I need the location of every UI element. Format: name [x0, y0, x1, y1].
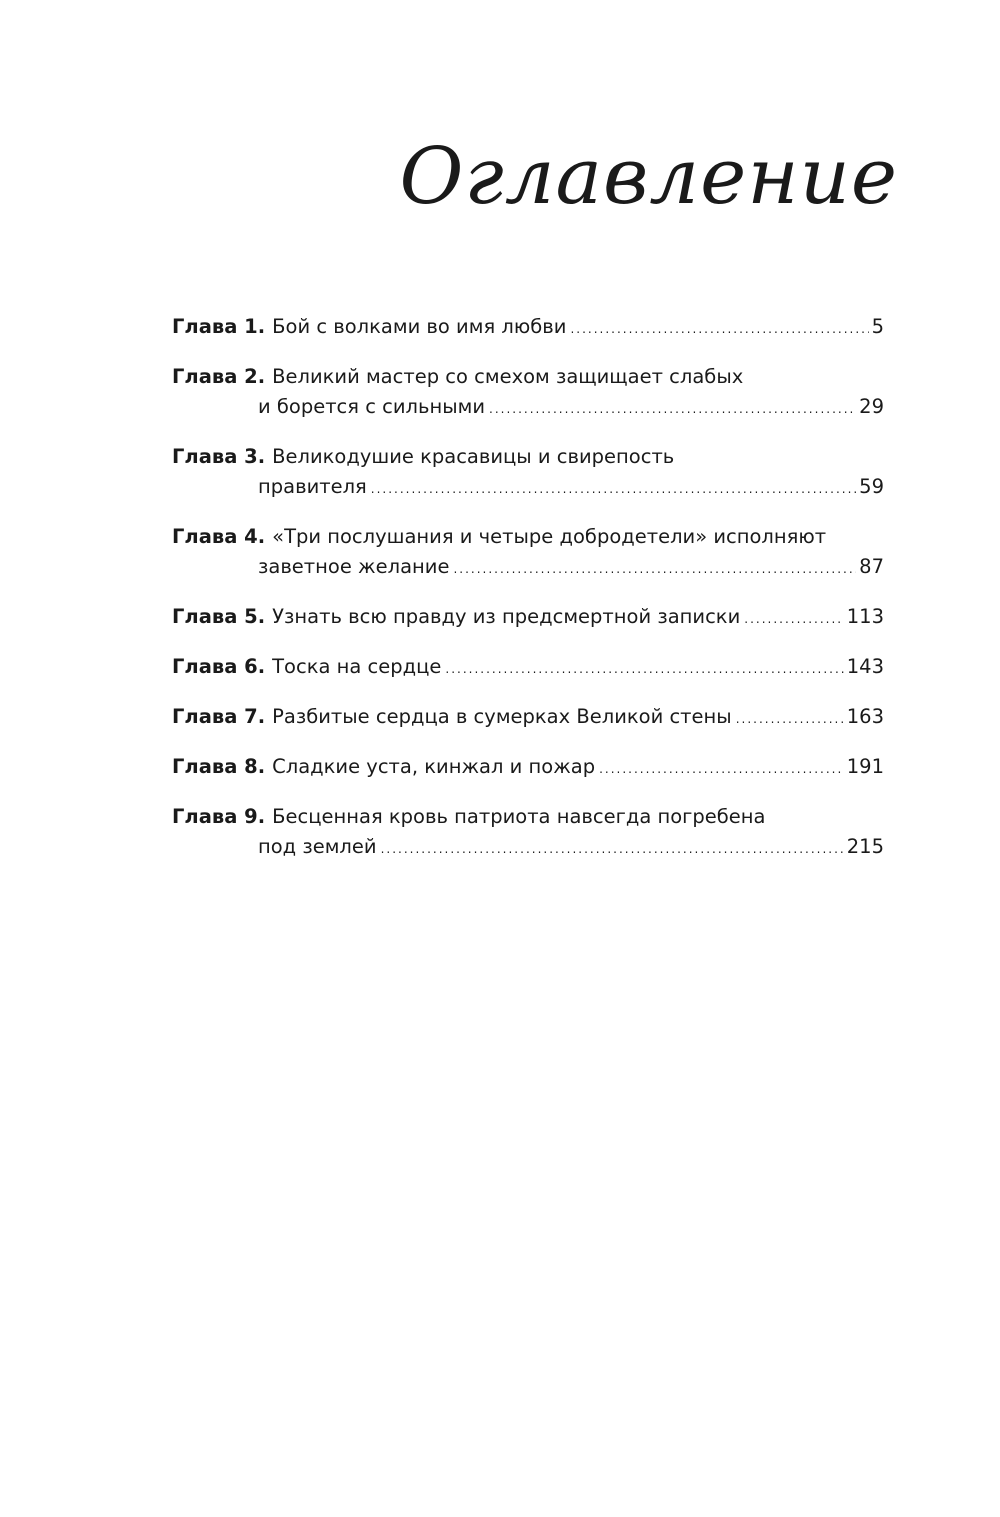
page-number: 87: [859, 555, 884, 578]
toc-entry-4[interactable]: [172, 522, 884, 582]
chapter-label: Глава 1.: [172, 315, 266, 338]
chapter-title-continued: под землей: [258, 835, 377, 858]
toc-entry-5[interactable]: [172, 602, 884, 632]
chapter-label: Глава 3.: [172, 445, 266, 468]
chapter-title: Сладкие уста, кинжал и пожар: [272, 755, 596, 778]
chapter-label: Глава 4.: [172, 525, 266, 548]
chapter-title-continued: и борется с сильными: [258, 395, 486, 418]
page-title: Оглавление: [399, 132, 898, 222]
chapter-title: Великодушие красавицы и свирепость: [272, 445, 675, 468]
chapter-label: Глава 5.: [172, 605, 266, 628]
page-number: 113: [846, 605, 884, 628]
chapter-label: Глава 7.: [172, 705, 266, 728]
page-number: 143: [846, 655, 884, 678]
page-number: 191: [846, 755, 884, 778]
dot-leader: [381, 834, 844, 864]
chapter-title: Бой с волками во имя любви: [272, 315, 567, 338]
chapter-title: Бесценная кровь патриота навсегда погребена: [272, 805, 766, 828]
toc-entry-7[interactable]: [172, 702, 884, 732]
dot-leader: [453, 554, 856, 584]
page-number: 29: [859, 395, 884, 418]
chapter-title: Тоска на сердце: [272, 655, 442, 678]
chapter-title: Узнать всю правду из предсмертной записки: [272, 605, 741, 628]
chapter-label: Глава 2.: [172, 365, 266, 388]
toc-entry-1[interactable]: [172, 312, 884, 342]
chapter-title-continued: правителя: [258, 475, 367, 498]
page-number: 163: [846, 705, 884, 728]
toc-entry-8[interactable]: [172, 752, 884, 782]
chapter-label: Глава 6.: [172, 655, 266, 678]
table-of-contents: [172, 312, 884, 882]
page-number: 5: [871, 315, 884, 338]
toc-entry-9[interactable]: [172, 802, 884, 862]
chapter-title: Разбитые сердца в сумерках Великой стены: [272, 705, 732, 728]
dot-leader: [489, 394, 856, 424]
dot-leader: [570, 314, 868, 344]
toc-entry-2[interactable]: [172, 362, 884, 422]
dot-leader: [744, 604, 844, 634]
dot-leader: [371, 474, 856, 504]
chapter-label: Глава 9.: [172, 805, 266, 828]
dot-leader: [736, 704, 844, 734]
page-number: 59: [859, 475, 884, 498]
chapter-title: «Три послушания и четыре добродетели» исполняют: [272, 525, 827, 548]
toc-entry-3[interactable]: [172, 442, 884, 502]
chapter-title: Великий мастер со смехом защищает слабых: [272, 365, 744, 388]
dot-leader: [445, 654, 843, 684]
chapter-label: Глава 8.: [172, 755, 266, 778]
page-number: 215: [846, 835, 884, 858]
dot-leader: [599, 754, 844, 784]
chapter-title-continued: заветное желание: [258, 555, 450, 578]
toc-entry-6[interactable]: [172, 652, 884, 682]
